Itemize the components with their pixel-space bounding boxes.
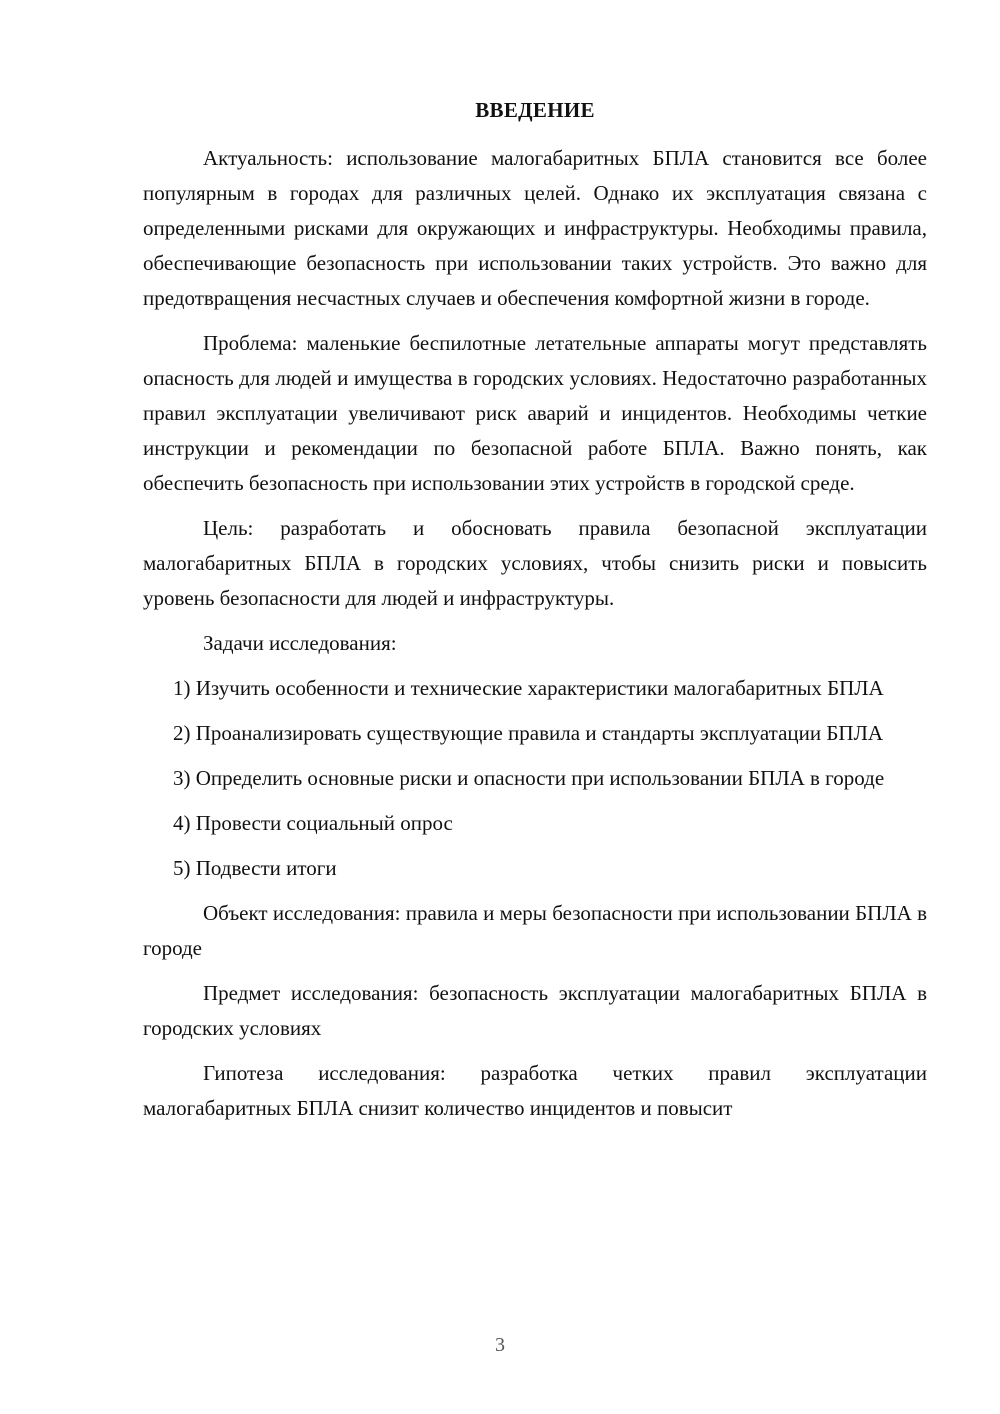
document-page (143, 95, 927, 1126)
task-item-3: 3) Определить основные риски и опасности при использовании БПЛА в городе (173, 766, 885, 790)
task-item-4: 4) Провести социальный опрос (173, 811, 453, 835)
goal-paragraph: Цель: разработать и обосновать правила безопасной эксплуатации малогабаритных БПЛА в городских условиях, чтобы снизить риски и повысить уровень безопасности для людей и инфраструктуры. (143, 516, 927, 610)
task-item-1: 1) Изучить особенности и технические характеристики малогабаритных БПЛА (173, 676, 884, 700)
object-paragraph: Объект исследования: правила и меры безопасности при использовании БПЛА в городе (143, 901, 927, 960)
relevance-paragraph: Актуальность: использование малогабаритных БПЛА становится все более популярным в городах для различных целей. Однако их эксплуатация связана с определенными рисками для окружающих и инфраструктуры. Необходимы правила, обеспечивающие безопасность при использовании таких устройств. Это важно для предотвращения несчастных случаев и обеспечения комфортной жизни в городе. (143, 146, 927, 310)
task-item-5: 5) Подвести итоги (173, 856, 337, 880)
problem-paragraph: Проблема: маленькие беспилотные летательные аппараты могут представлять опасность для людей и имущества в городских условиях. Недостаточно разработанных правил эксплуатации увеличивают риск аварий и инцидентов. Необходимы четкие инструкции и рекомендации по безопасной работе БПЛА. Важно понять, как обеспечить безопасность при использовании этих устройств в городской среде. (143, 331, 927, 495)
page-number: 3 (495, 1334, 505, 1356)
task-item-2: 2) Проанализировать существующие правила и стандарты эксплуатации БПЛА (173, 721, 883, 745)
page-title: ВВЕДЕНИЕ (475, 98, 595, 122)
hypothesis-paragraph: Гипотеза исследования: разработка четких правил эксплуатации малогабаритных БПЛА снизит количество инцидентов и повысит (143, 1061, 927, 1120)
tasks-heading: Задачи исследования: (203, 631, 397, 655)
subject-paragraph: Предмет исследования: безопасность эксплуатации малогабаритных БПЛА в городских условиях (143, 981, 927, 1040)
